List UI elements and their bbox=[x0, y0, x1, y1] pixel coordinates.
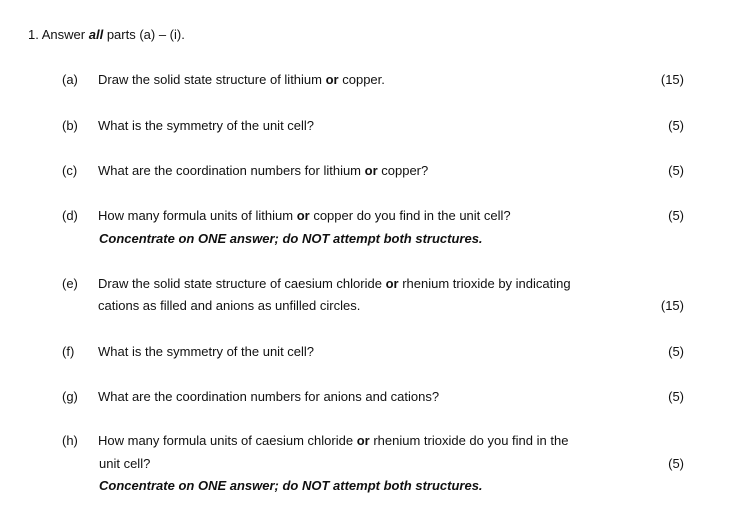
part-text: Draw the solid state structure of caesium chloride or rhenium trioxide by indicating bbox=[98, 276, 571, 291]
part-text: What are the coordination numbers for anions and cations? bbox=[98, 389, 440, 404]
part-marks: (5) bbox=[668, 163, 684, 178]
part-marks: (5) bbox=[668, 389, 684, 404]
part-label: (f) bbox=[62, 344, 75, 359]
part-text: What are the coordination numbers for lithium or copper? bbox=[98, 163, 429, 178]
part-text: What is the symmetry of the unit cell? bbox=[98, 118, 315, 133]
part-label: (d) bbox=[62, 208, 78, 223]
part-note: Concentrate on ONE answer; do NOT attempt both structures. bbox=[99, 231, 483, 246]
question-instruction-pre: Answer bbox=[41, 27, 86, 42]
part-label: (c) bbox=[62, 163, 78, 178]
part-text: How many formula units of lithium or copper do you find in the unit cell? bbox=[98, 208, 511, 223]
part-label: (a) bbox=[62, 72, 78, 87]
part-text-line2: cations as filled and anions as unfilled circles. bbox=[98, 298, 361, 313]
part-text: Draw the solid state structure of lithium or copper. bbox=[98, 72, 385, 87]
part-label: (e) bbox=[62, 276, 78, 291]
question-header bbox=[28, 27, 185, 43]
question-instruction-emphasis: all bbox=[88, 27, 104, 42]
part-marks: (15) bbox=[660, 298, 684, 313]
part-marks: (5) bbox=[668, 456, 684, 471]
part-note: Concentrate on ONE answer; do NOT attempt both structures. bbox=[99, 478, 483, 493]
part-marks: (5) bbox=[668, 118, 684, 133]
part-label: (h) bbox=[62, 433, 78, 448]
part-text: What is the symmetry of the unit cell? bbox=[98, 344, 315, 359]
part-marks: (5) bbox=[668, 344, 684, 359]
part-marks: (5) bbox=[668, 208, 684, 223]
part-marks: (15) bbox=[660, 72, 684, 87]
question-number: 1. bbox=[28, 27, 39, 42]
part-text: How many formula units of caesium chloride or rhenium trioxide do you find in the bbox=[98, 433, 569, 448]
part-text-line2: unit cell? bbox=[99, 456, 151, 471]
part-label: (g) bbox=[62, 389, 78, 404]
question-instruction-post: parts (a) – (i). bbox=[106, 27, 185, 42]
part-label: (b) bbox=[62, 118, 78, 133]
